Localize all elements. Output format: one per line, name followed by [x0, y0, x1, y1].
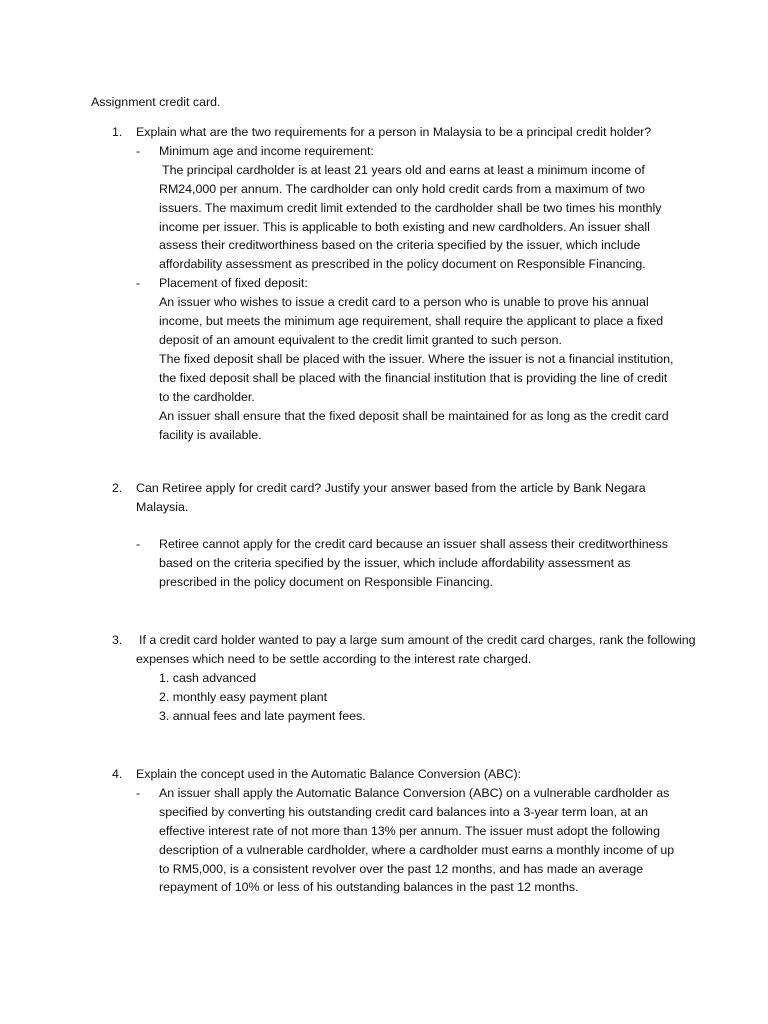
rank-item: 2. monthly easy payment plant — [159, 689, 328, 704]
question-number: 3. — [112, 633, 123, 647]
dash-bullet: - — [136, 276, 141, 291]
question-number: 1. — [112, 125, 123, 139]
requirement-item — [112, 142, 712, 274]
question-text: Can Retiree apply for credit card? Justify your answer based from the article by Bank Negara Malaysia. — [136, 481, 646, 514]
answer-text: Retiree cannot apply for the credit card because an issuer shall assess their creditworthiness based on the criteria specified by the issuer, which include affordability assessment as prescribed in the policy document on Responsible Financing. — [159, 536, 668, 589]
answer-item — [112, 784, 712, 897]
requirement-paragraph: An issuer who wishes to issue a credit card to a person who is unable to prove his annual income, but meets the minimum age requirement, shall require the applicant to place a fixed deposit of an amount equivalent to the credit limit granted to such person. — [159, 295, 664, 347]
dash-bullet: - — [136, 143, 141, 158]
requirement-paragraph: An issuer shall ensure that the fixed deposit shall be maintained for as long as the credit card facility is available. — [159, 408, 669, 442]
dash-bullet: - — [136, 785, 141, 800]
document-title: Assignment credit card. — [91, 95, 221, 109]
requirement-paragraph: The principal cardholder is at least 21 years old and earns at least a minimum income of RM24,000 per annum. The cardholder can only hold credit cards from a maximum of two issuers. The maximum credit limit extended to the cardholder shall be two times his monthly income per issuer. This is applicable to both existing and new cardholders. An issuer shall assess their creditworthiness based on the criteria specified by the issuer, which include affordability assessment as prescribed in the policy document on Responsible Financing. — [159, 162, 662, 272]
question-1 — [112, 123, 712, 444]
question-2 — [112, 479, 712, 592]
rank-list — [159, 669, 712, 726]
question-text: Explain what are the two requirements for a person in Malaysia to be a principal credit holder? — [136, 125, 652, 139]
question-number: 4. — [112, 767, 123, 781]
question-number: 2. — [112, 481, 123, 495]
question-text: Explain the concept used in the Automatic Balance Conversion (ABC): — [136, 767, 522, 781]
requirement-heading: Placement of fixed deposit: — [159, 276, 308, 291]
question-3 — [112, 631, 712, 726]
rank-item: 3. annual fees and late payment fees. — [159, 708, 366, 723]
rank-item: 1. cash advanced — [159, 670, 257, 685]
requirement-item — [112, 274, 712, 444]
answer-text: An issuer shall apply the Automatic Balance Conversion (ABC) on a vulnerable cardholder as specified by converting his outstanding credit card balances into a 3-year term loan, at an effective interest rate of not more than 13% per annum. The issuer must adopt the following description of a vulnerable cardholder, where a cardholder must earns a monthly income of up to RM5,000, is a consistent revolver over the past 12 months, and has made an average repayment of 10% or less of his outstanding balances in the past 12 months. — [159, 785, 675, 895]
requirement-heading: Minimum age and income requirement: — [159, 143, 374, 158]
question-text: If a credit card holder wanted to pay a large sum amount of the credit card charges, rank the following expenses which need to be settle according to the interest rate charged. — [136, 633, 696, 666]
question-4 — [112, 765, 712, 897]
requirement-paragraph: The fixed deposit shall be placed with the issuer. Where the issuer is not a financial institution, the fixed deposit shall be placed with the financial institution that is providing the line of credit to the cardholder. — [159, 351, 674, 404]
dash-bullet: - — [136, 536, 141, 551]
answer-item — [112, 535, 712, 592]
